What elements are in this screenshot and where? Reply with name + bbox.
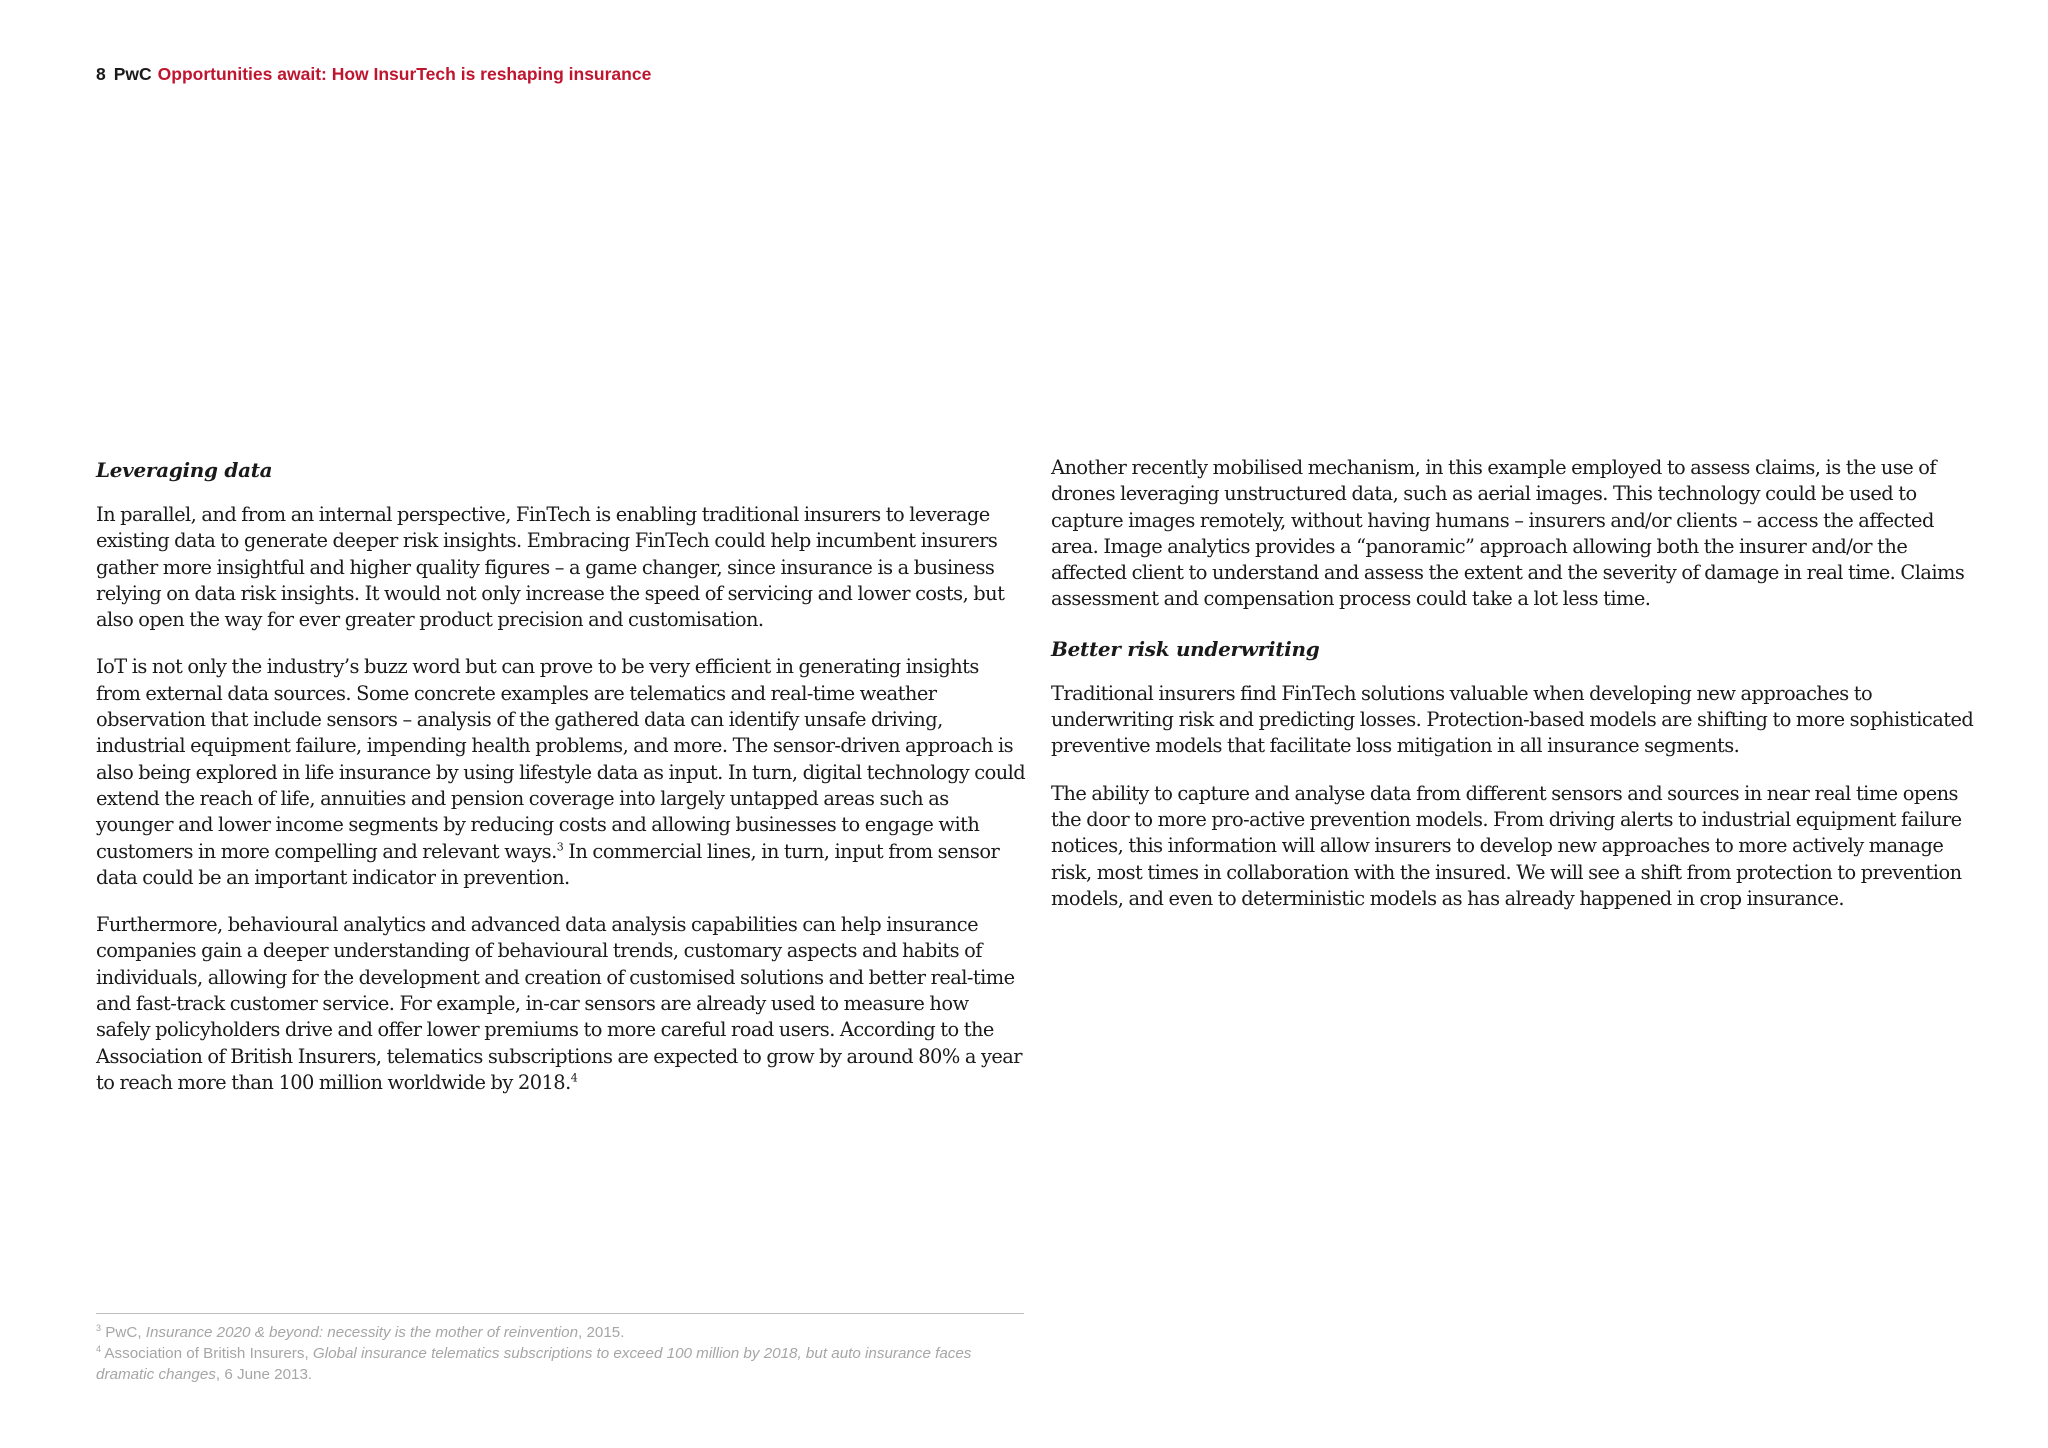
paragraph [96,654,1026,891]
page-number: 8 [96,64,106,84]
footnote-number: 3 [96,1322,102,1333]
footnote-source: PwC, [105,1324,146,1341]
brand-name: PwC [113,64,152,84]
paragraph-text: In commercial lines, in turn, input from sensor data could be an important indicator in prevention. [96,839,1000,889]
footnote-ref[interactable]: 4 [570,1071,578,1085]
paragraph-text: Furthermore, behavioural analytics and advanced data analysis capabilities can help insurance companies gain a deeper understanding of behavioural trends, customary aspects and habits of individuals, allowing for the development and creation of customised solutions and better real-time and fast-track customer service. For example, in-car sensors are already used to measure how safely policyholders drive and offer lower premiums to more careful road users. According to the Association of British Insurers, telematics subscriptions are expected to grow by around 80% a year to reach more than 100 million worldwide by 2018. [96,913,1023,1094]
footnotes [96,1313,1024,1385]
paragraph-text: IoT is not only the industry’s buzz word but can prove to be very efficient in generating insights from external data sources. Some concrete examples are telematics and real-time weather observation that include sensors – analysis of the gathered data can identify unsafe driving, industrial equipment failure, impending health problems, and more. The sensor-driven approach is also being explored in life insurance by using lifestyle data as input. In turn, digital technology could extend the reach of life, annuities and pension coverage into largely untapped areas such as younger and lower income segments by reducing costs and allowing businesses to engage with customers in more compelling and relevant ways. [96,655,1026,863]
page-header [96,64,651,85]
paragraph: In parallel, and from an internal perspective, FinTech is enabling traditional insurers to leverage existing data to generate deeper risk insights. Embracing FinTech could help incumbent insurers gather more insightful and higher quality figures – a game changer, since insurance is a business relying on data risk insights. It would not only increase the speed of servicing and lower costs, but also open the way for ever greater product precision and customisation. [96,503,1005,632]
paragraph: The ability to capture and analyse data from different sensors and sources in near real time opens the door to more pro-active prevention models. From driving alerts to industrial equipment failure notices, this information will allow insurers to develop new approaches to more actively manage risk, most times in collaboration with the insured. We will see a shift from protection to prevention models, and even to deterministic models as has already happened in crop insurance. [1051,781,1962,910]
footnote-number: 4 [96,1343,102,1354]
footnote-tail: , 6 June 2013. [215,1366,313,1383]
footnote-ref[interactable]: 3 [556,840,564,854]
left-column [96,455,1026,1117]
footnote-title: Insurance 2020 & beyond: necessity is the mother of reinvention [145,1324,579,1341]
section-heading-better-risk-underwriting: Better risk underwriting [1051,636,1320,661]
paragraph: Another recently mobilised mechanism, in this example employed to assess claims, is the use of drones leveraging unstructured data, such as aerial images. This technology could be used to capture images remotely, without having humans – insurers and/or clients – access the affected area. Image analytics provides a “panoramic” approach allowing both the insurer and/or the affected client to understand and assess the extent and the severity of damage in real time. Claims assessment and compensation process could take a lot less time. [1051,456,1965,611]
footnote-tail: , 2015. [578,1324,625,1341]
document-title: Opportunities await: How InsurTech is reshaping insurance [157,64,652,84]
right-column [1051,455,1986,933]
paragraph: Traditional insurers find FinTech solutions valuable when developing new approaches to underwriting risk and predicting losses. Protection-based models are shifting to more sophisticated preventive models that facilitate loss mitigation in all insurance segments. [1051,681,1974,758]
paragraph [96,912,1026,1096]
footnote-title: Global insurance telematics subscriptions to exceed 100 million by 2018, but auto insurance faces dramatic changes [96,1345,972,1383]
section-heading-leveraging-data: Leveraging data [96,458,273,482]
footnote-source: Association of British Insurers, [104,1345,313,1362]
footnote-item [96,1343,1024,1385]
footnote-item [96,1322,1024,1343]
